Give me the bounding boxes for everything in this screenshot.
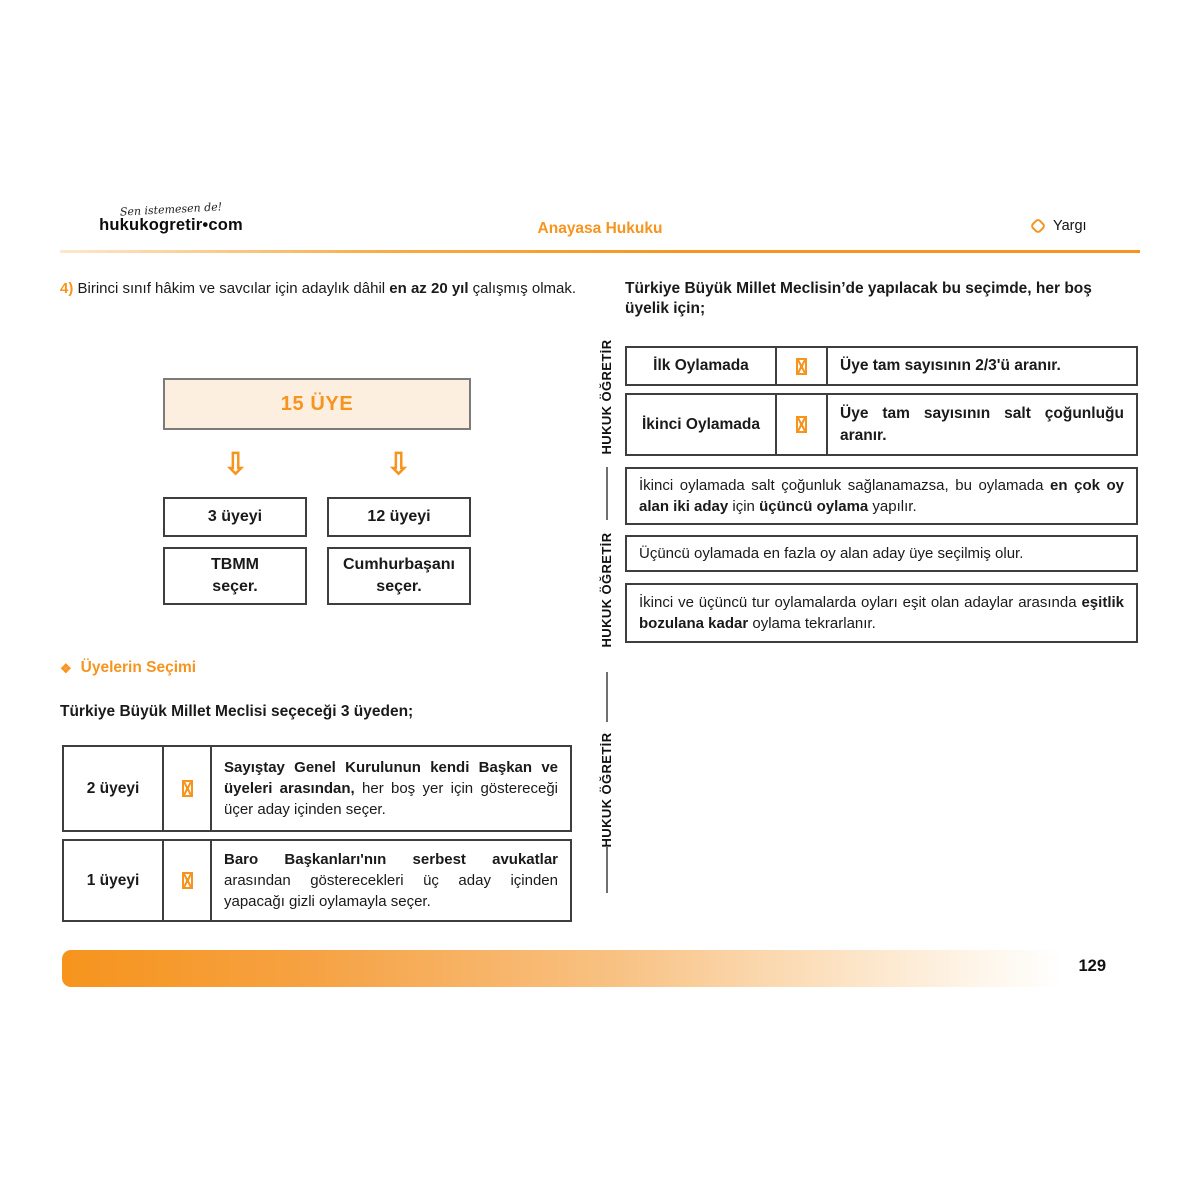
down-arrow-icon: ⇩ — [386, 448, 412, 481]
table-row — [62, 745, 572, 832]
page-number: 129 — [1078, 957, 1106, 975]
info-box — [625, 535, 1138, 572]
info-text: İkinci ve üçüncü tur oylamalarda oyları eşit olan adaylar arasında — [639, 593, 1082, 611]
row-text: arasından gösterecekleri üç aday içinden yapacağı gizli oylamayla seçer. — [224, 871, 558, 911]
item-number: 4) — [60, 280, 74, 297]
watermark-text: HUKUK ÖĞRETİR — [599, 339, 614, 455]
divider-line — [606, 672, 608, 722]
row-label: 1 üyeyi — [64, 841, 164, 920]
row-label: 2 üyeyi — [64, 747, 164, 830]
missing-glyph-icon — [796, 416, 807, 433]
diagram-selector-right-box — [327, 547, 471, 605]
row-text-bold: Baro Başkanları'nın serbest avukatlar — [224, 850, 558, 868]
missing-glyph-icon — [796, 358, 807, 375]
info-text-bold: eşitlik bozulana kadar — [639, 593, 1124, 632]
selector-right-line2: seçer. — [376, 578, 422, 595]
header-divider — [60, 250, 1140, 253]
selector-left-line1: TBMM — [211, 555, 259, 573]
item-text-end: çalışmış olmak. — [468, 280, 577, 297]
info-text: yapılır. — [868, 498, 917, 515]
row-text-bold: Sayıştay Genel Kurulunun kendi Başkan ve üyeleri arasından, — [224, 758, 558, 797]
row-text: her boş yer için göstereceği üçer aday içinden seçer. — [224, 779, 558, 819]
page-title: Anayasa Hukuku — [537, 220, 663, 237]
info-box — [625, 583, 1138, 643]
diagram-count-left-box — [163, 497, 307, 537]
watermark-text: HUKUK ÖĞRETİR — [599, 532, 614, 648]
item-text-bold: en az 20 yıl — [389, 280, 469, 297]
table-row — [625, 393, 1138, 456]
left-intro-text: Türkiye Büyük Millet Meclisi seçeceği 3 üyeden; — [60, 703, 414, 720]
diagram-root-label: 15 ÜYE — [280, 392, 354, 415]
divider-line — [606, 847, 608, 893]
watermark-text: HUKUK ÖĞRETİR — [599, 732, 614, 848]
info-text: İkinci oylamada salt çoğunluk sağlanamazsa, bu oylamada — [639, 476, 1051, 494]
footer-gradient-bar — [62, 950, 1062, 987]
missing-glyph-icon — [182, 780, 193, 797]
info-text: oylama tekrarlanır. — [748, 615, 876, 632]
row-text-cell — [212, 747, 570, 830]
diagram-count-right-box — [327, 497, 471, 537]
diamond-icon — [1030, 218, 1047, 235]
logo-tagline: Sen istemesen de! — [119, 200, 223, 219]
section-heading-label: Üyelerin Seçimi — [80, 659, 197, 676]
item-text: Birinci sınıf hâkim ve savcılar için adaylık dâhil — [73, 280, 390, 297]
row-text-cell — [212, 841, 570, 920]
section-indicator — [1032, 218, 1087, 234]
info-text-bold: üçüncü oylama — [759, 498, 869, 515]
glyph-cell — [164, 841, 212, 920]
down-arrow-icon: ⇩ — [223, 448, 249, 481]
row-text: Üye tam sayısının 2/3'ü aranır. — [840, 357, 1061, 375]
table-row — [625, 346, 1138, 386]
row-text-cell — [828, 395, 1136, 454]
diagram-count-left-label: 3 üyeyi — [207, 508, 263, 525]
row-label: İkinci Oylamada — [627, 395, 777, 454]
info-text-bold: en çok oy alan iki aday — [639, 476, 1124, 515]
info-text: Üçüncü oylamada en fazla oy alan aday üye seçilmiş olur. — [639, 544, 1024, 562]
diagram-root-box — [163, 378, 471, 430]
info-text: için — [728, 498, 760, 515]
diagram-selector-left-box — [163, 547, 307, 605]
selector-left-line2: seçer. — [212, 578, 258, 595]
diamond-bullet-icon: ❖ — [60, 660, 72, 676]
divider-line — [606, 467, 608, 520]
section-label: Yargı — [1053, 218, 1087, 234]
missing-glyph-icon — [182, 872, 193, 889]
list-item-4 — [60, 279, 578, 299]
row-text: Üye tam sayısının salt çoğunluğu aranır. — [840, 404, 1124, 444]
glyph-cell — [777, 395, 828, 454]
info-box — [625, 467, 1138, 525]
section-heading — [60, 659, 196, 677]
table-row — [62, 839, 572, 922]
glyph-cell — [777, 348, 828, 384]
selector-right-line1: Cumhurbaşanı — [342, 555, 455, 573]
row-label: İlk Oylamada — [627, 348, 777, 384]
diagram-count-right-label: 12 üyeyi — [367, 508, 431, 525]
row-text-cell — [828, 348, 1136, 384]
right-intro-text: Türkiye Büyük Millet Meclisin’de yapılacak bu seçimde, her boş üyelik için; — [625, 280, 1092, 318]
logo-name: hukukogretir•com — [99, 216, 243, 234]
glyph-cell — [164, 747, 212, 830]
